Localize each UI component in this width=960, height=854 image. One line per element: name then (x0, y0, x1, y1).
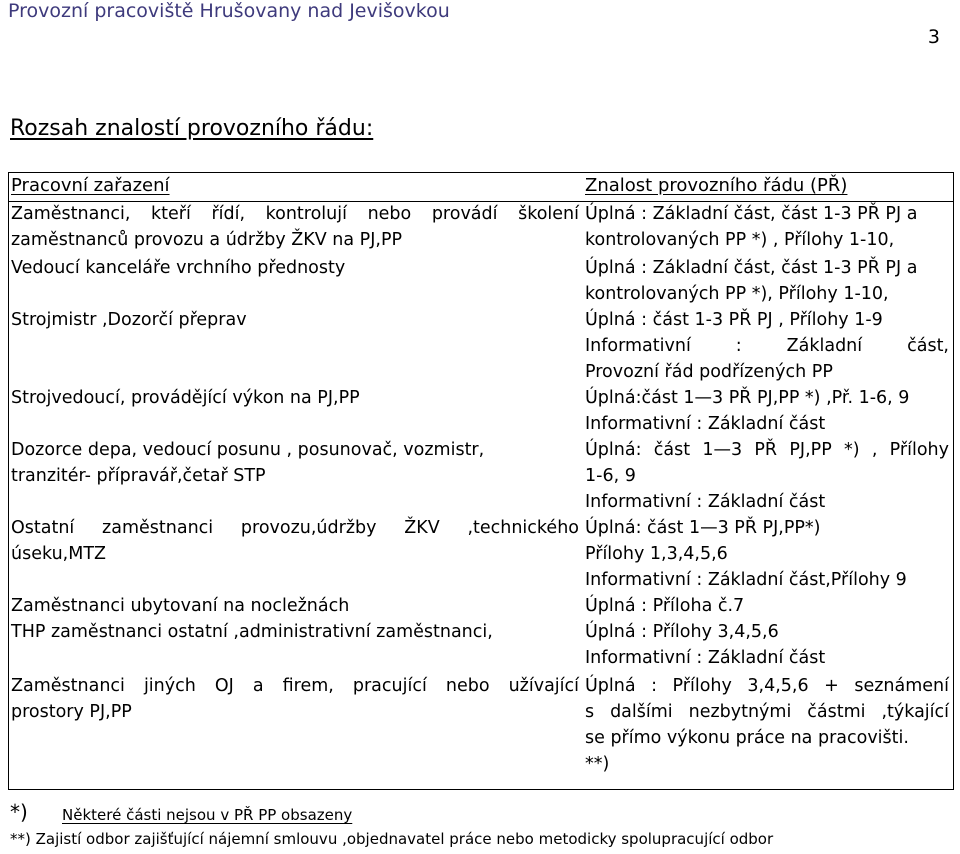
row-position-cell (11, 307, 579, 333)
row-text-line: úseku,MTZ (11, 544, 107, 564)
footnote-marker: *) (10, 800, 28, 824)
row-text-line: kontrolovaných PP *), Přílohy 1-10, (585, 284, 889, 304)
row-text-line: Úplná:část 1—3 PŘ PJ,PP *) ,Př. 1-6, 9 (585, 388, 910, 408)
row-text-line: Úplná: část 1—3 PŘ PJ,PP *) , Přílohy (585, 440, 949, 460)
column-header-position: Pracovní zařazení (11, 175, 170, 196)
row-text-line: Informativní : Základní část, (585, 336, 949, 356)
row-text-line: Přílohy 1,3,4,5,6 (585, 544, 728, 564)
row-text-line: Zaměstnanci ubytovaní na nocležnách (11, 596, 350, 616)
row-position-cell (11, 385, 579, 411)
footnote-2: **) Zajistí odbor zajišťující nájemní smlouvu ,objednavatel práce nebo metodicky spolupracující odbor (10, 830, 774, 848)
row-text-line: zaměstnanců provozu a údržby ŽKV na PJ,PP (11, 230, 403, 250)
row-text-line: Informativní : Základní část,Přílohy 9 (585, 570, 907, 590)
row-text-line: Úplná : Základní část, část 1-3 PŘ PJ a (585, 204, 918, 224)
row-position-cell (11, 619, 579, 645)
row-position-cell (11, 437, 579, 489)
row-text-line: Úplná : Příloha č.7 (585, 596, 745, 616)
row-position-cell (11, 673, 579, 725)
row-text-line: Úplná : Základní část, část 1-3 PŘ PJ a (585, 258, 918, 278)
row-text-line: kontrolovaných PP *) , Přílohy 1-10, (585, 230, 895, 250)
row-text-line: prostory PJ,PP (11, 702, 132, 722)
row-knowledge-cell (585, 255, 949, 307)
row-text-line: Provozní řád podřízených PP (585, 362, 833, 382)
row-knowledge-cell (585, 515, 949, 593)
row-knowledge-cell (585, 437, 949, 515)
row-text-line: Úplná: část 1—3 PŘ PJ,PP*) (585, 518, 821, 538)
row-text-line: 1-6, 9 (585, 466, 636, 486)
row-text-line: Strojvedoucí, provádějící výkon na PJ,PP (11, 388, 360, 408)
column-header-knowledge: Znalost provozního řádu (PŘ) (585, 175, 848, 196)
row-text-line: Úplná : Přílohy 3,4,5,6 (585, 622, 779, 642)
row-text-line: Informativní : Základní část (585, 648, 826, 668)
row-position-cell (11, 515, 579, 567)
table-header (9, 173, 953, 202)
row-text-line: Ostatní zaměstnanci provozu,údržby ŽKV ,technického (11, 518, 579, 538)
row-text-line: Strojmistr ,Dozorčí přeprav (11, 310, 247, 330)
row-text-line: Dozorce depa, vedoucí posunu , posunovač, vozmistr, (11, 440, 485, 460)
row-text-line: Úplná : Přílohy 3,4,5,6 + seznámení (585, 676, 949, 696)
knowledge-table (8, 172, 954, 790)
row-position-cell (11, 593, 579, 619)
page-title: Rozsah znalostí provozního řádu: (10, 116, 374, 141)
row-knowledge-cell (585, 385, 949, 437)
row-text-line: Informativní : Základní část (585, 414, 826, 434)
row-text-line: se přímo výkonu práce na pracovišti. (585, 728, 909, 748)
row-text-line: tranzitér- přípravář,četař STP (11, 466, 266, 486)
row-text-line: Úplná : část 1-3 PŘ PJ , Přílohy 1-9 (585, 310, 883, 330)
row-knowledge-cell (585, 593, 949, 619)
row-knowledge-cell (585, 673, 949, 777)
row-knowledge-cell (585, 307, 949, 385)
row-position-cell (11, 201, 579, 253)
row-text-line: Informativní : Základní část (585, 492, 826, 512)
row-text-line: s dalšími nezbytnými částmi ,týkající (585, 702, 949, 722)
row-knowledge-cell (585, 619, 949, 671)
document-header-org: Provozní pracoviště Hrušovany nad Jevišovkou (8, 0, 450, 22)
row-text-line: Zaměstnanci, kteří řídí, kontrolují nebo provádí školení (11, 204, 579, 224)
page-number: 3 (927, 26, 940, 48)
footnote-text: Některé části nejsou v PŘ PP obsazeny (62, 806, 353, 824)
row-knowledge-cell (585, 201, 949, 253)
footnote-1 (10, 800, 353, 824)
row-text-line: **) (585, 754, 610, 774)
row-text-line: Zaměstnanci jiných OJ a firem, pracující nebo užívající (11, 676, 579, 696)
row-text-line: Vedoucí kanceláře vrchního přednosty (11, 258, 346, 278)
row-position-cell (11, 255, 579, 281)
row-text-line: THP zaměstnanci ostatní ,administrativní zaměstnanci, (11, 622, 493, 642)
